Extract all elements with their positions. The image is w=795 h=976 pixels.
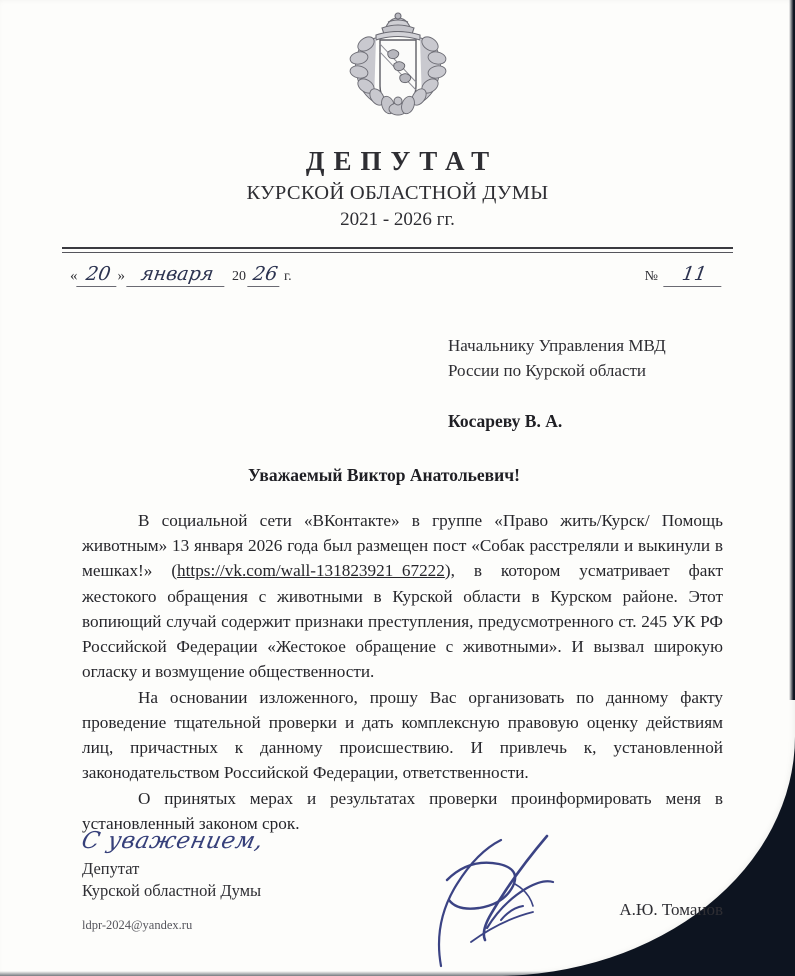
letterhead-subtitle: КУРСКОЙ ОБЛАСТНОЙ ДУМЫ (246, 182, 549, 204)
signer-role-line-2: Курской областной Думы (82, 880, 262, 900)
body-paragraph-3: О принятых мерах и результатах проверки проинформировать меня в установленный законом срок. (82, 788, 723, 834)
addressee-block (0, 334, 735, 435)
date-year-handwritten: 26 (247, 265, 282, 287)
date-quote-open: « (70, 268, 78, 284)
kursk-oblast-coat-of-arms-icon (330, 8, 466, 130)
body-paragraph-1-text-after-link: ), в котором усматривает факт жестокого обращения с животными в Курской области в Курском районе. Этот вопиющий случай содержит признаки преступления, предусмотренного ст. 245 УК РФ Российской Федерации «Жестокое обращение с животными». И вызвал широкую огласку и возмущение общественности. (82, 561, 723, 682)
document-number-handwritten: 11 (663, 265, 724, 287)
addressee-line-2: России по Курской области (448, 360, 647, 380)
date-year-unit: г. (284, 269, 292, 284)
regards-handwritten: С уважением, (79, 828, 266, 854)
letterhead-term: 2021 - 2026 гг. (340, 209, 455, 230)
signer-email: ldpr-2024@yandex.ru (82, 917, 193, 932)
body-paragraph-1 (82, 508, 723, 685)
date-day-handwritten: 20 (76, 265, 119, 287)
signer-role-line-1: Депутат (82, 859, 140, 878)
letterhead (0, 0, 795, 231)
vk-post-link[interactable]: https://vk.com/wall-131823921_67222 (177, 561, 445, 581)
document-number-field (642, 265, 723, 287)
body-paragraph-1-text-before-link: В социальной сети «ВКонтакте» в группе «Право жить/Курск/ Помощь животным» 13 января 2026 года был размещен пост «Собак расстреляли и выкинули в мешках!» ( (82, 510, 723, 581)
handwritten-signature-icon (427, 824, 627, 974)
date-year-prefix: 20 (232, 269, 246, 284)
addressee-name: Косареву В. А. (448, 411, 563, 432)
addressee-line-1: Начальнику Управления МВД (448, 336, 666, 355)
signer-name: А.Ю. Томанов (619, 900, 723, 919)
document-date-field (70, 265, 295, 287)
letterhead-title: ДЕПУТАТ (305, 146, 499, 176)
date-month-handwritten: января (126, 265, 227, 287)
document-meta-line (62, 262, 733, 292)
body-paragraph-2: На основании изложенного, прошу Вас организовать по данному факту проведение тщательной проверки и дать комплексную правовую оценку действиям лиц, причастных к данному происшествию. И привлечь к, установленной законодательством Российской Федерации, ответственности. (82, 687, 723, 783)
letter-body (82, 508, 723, 837)
salutation: Уважаемый Виктор Анатольевич! (248, 464, 520, 485)
signature-block (79, 828, 735, 976)
date-quote-close: » (117, 268, 125, 284)
letterhead-divider (62, 247, 733, 253)
signer-role (82, 858, 735, 902)
document-number-label: № (644, 269, 658, 284)
